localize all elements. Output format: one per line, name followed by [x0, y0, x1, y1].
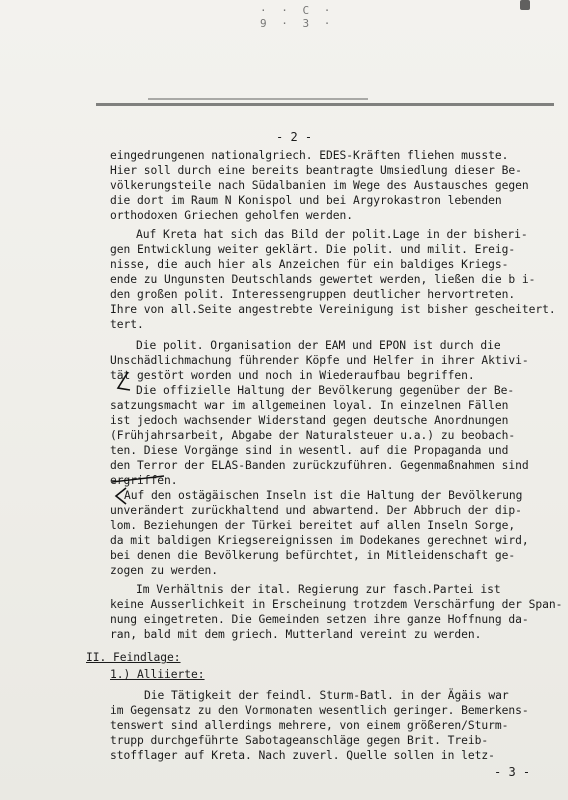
text-line: tenswert sind allerdings mehrere, von einem größeren/Sturm- [110, 719, 509, 732]
text-line: Die Tätigkeit der feindl. Sturm-Batl. in der Ägäis war [144, 689, 509, 702]
text-line: gen Entwicklung weiter geklärt. Die polit. und milit. Ereig- [110, 243, 516, 256]
text-line: (Frühjahrsarbeit, Abgabe der Naturalsteuer u.a.) zu beobach- [110, 429, 516, 442]
text-line: ist jedoch wachsender Widerstand gegen deutsche Anordnungen [110, 414, 509, 427]
text-line: keine Ausserlichkeit in Erscheinung trotzdem Verschärfung der Span- [110, 598, 563, 611]
header-stamp: · · C · 9 · 3 · [260, 4, 335, 30]
text-line: ende zu Ungunsten Deutschlands gewertet werden, ließen die b i- [110, 273, 536, 286]
text-line: satzungsmacht war im allgemeinen loyal. In einzelnen Fällen [110, 399, 509, 412]
text-line: stofflager auf Kreta. Nach zuverl. Quelle sollen in letz- [110, 749, 495, 762]
text-line: den großen polit. Interessengruppen deutlicher hervortreten. [110, 288, 516, 301]
text-line: ten. Diese Vorgänge sind in wesentl. auf die Propaganda und [110, 444, 509, 457]
scan-artifact-line [148, 98, 368, 100]
text-line: Unschädlichmachung führender Köpfe und Helfer in ihrer Aktivi- [110, 354, 529, 367]
margin-bracket-mark [112, 370, 132, 392]
text-line: nisse, die auch hier als Anzeichen für ein baldiges Kriegs- [110, 258, 509, 271]
text-line: Auf den ostägäischen Inseln ist die Haltung der Bevölkerung [124, 489, 523, 502]
scan-artifact-mark [520, 0, 530, 10]
text-line: Hier soll durch eine bereits beantragte Umsiedlung dieser Be- [110, 164, 522, 177]
text-line: bei denen die Bevölkerung befürchtet, in Mitleidenschaft ge- [110, 549, 516, 562]
text-line: den Terror der ELAS-Banden zurückzuführen. Gegenmaßnahmen sind [110, 459, 529, 472]
margin-bracket-mark [108, 462, 168, 486]
text-line: unverändert zurückhaltend und abwartend. Der Abbruch der dip- [110, 504, 522, 517]
text-line: da mit baldigen Kriegsereignissen im Dodekanes gerechnet wird, [110, 534, 529, 547]
text-line: lom. Beziehungen der Türkei bereitet auf allen Inseln Sorge, [110, 519, 516, 532]
text-line: Auf Kreta hat sich das Bild der polit.Lage in der bisheri- [136, 228, 528, 241]
text-line: ergriffen. [110, 474, 178, 487]
section-subheading: 1.) Alliierte: [110, 668, 205, 681]
text-line: Im Verhältnis der ital. Regierung zur fasch.Partei ist [136, 583, 501, 596]
text-line: eingedrungenen nationalgriech. EDES-Kräften fliehen musste. [110, 149, 509, 162]
text-line: Die polit. Organisation der EAM und EPON ist durch die [136, 339, 501, 352]
text-line: tert. [110, 318, 144, 331]
text-line: im Gegensatz zu den Vormonaten wesentlich geringer. Bemerkens- [110, 704, 529, 717]
text-line: nung eingetreten. Die Gemeinden setzen ihre ganze Hoffnung da- [110, 613, 529, 626]
text-line: trupp durchgeführte Sabotageanschläge gegen Brit. Treib- [110, 734, 489, 747]
text-line: ran, bald mit dem griech. Mutterland vereint zu werden. [110, 628, 482, 641]
text-line: Ihre von all.Seite angestrebte Vereinigung ist bisher gescheitert. [110, 303, 556, 316]
text-line: völkerungsteile nach Südalbanien im Wege des Austausches gegen [110, 179, 529, 192]
section-heading: II. Feindlage: [86, 651, 181, 664]
text-line: Die offizielle Haltung der Bevölkerung gegenüber der Be- [136, 384, 515, 397]
text-line: zogen zu werden. [110, 564, 219, 577]
page-number: - 2 - [276, 130, 313, 144]
scan-artifact-line [96, 103, 554, 106]
text-line: tät gestört worden und noch in Wiederaufbau begriffen. [110, 369, 475, 382]
text-line: orthodoxen Griechen geholfen werden. [110, 209, 354, 222]
next-page-number: - 3 - [494, 765, 531, 779]
text-line: die dort im Raum N Konispol und bei Argyrokastron lebenden [110, 194, 502, 207]
